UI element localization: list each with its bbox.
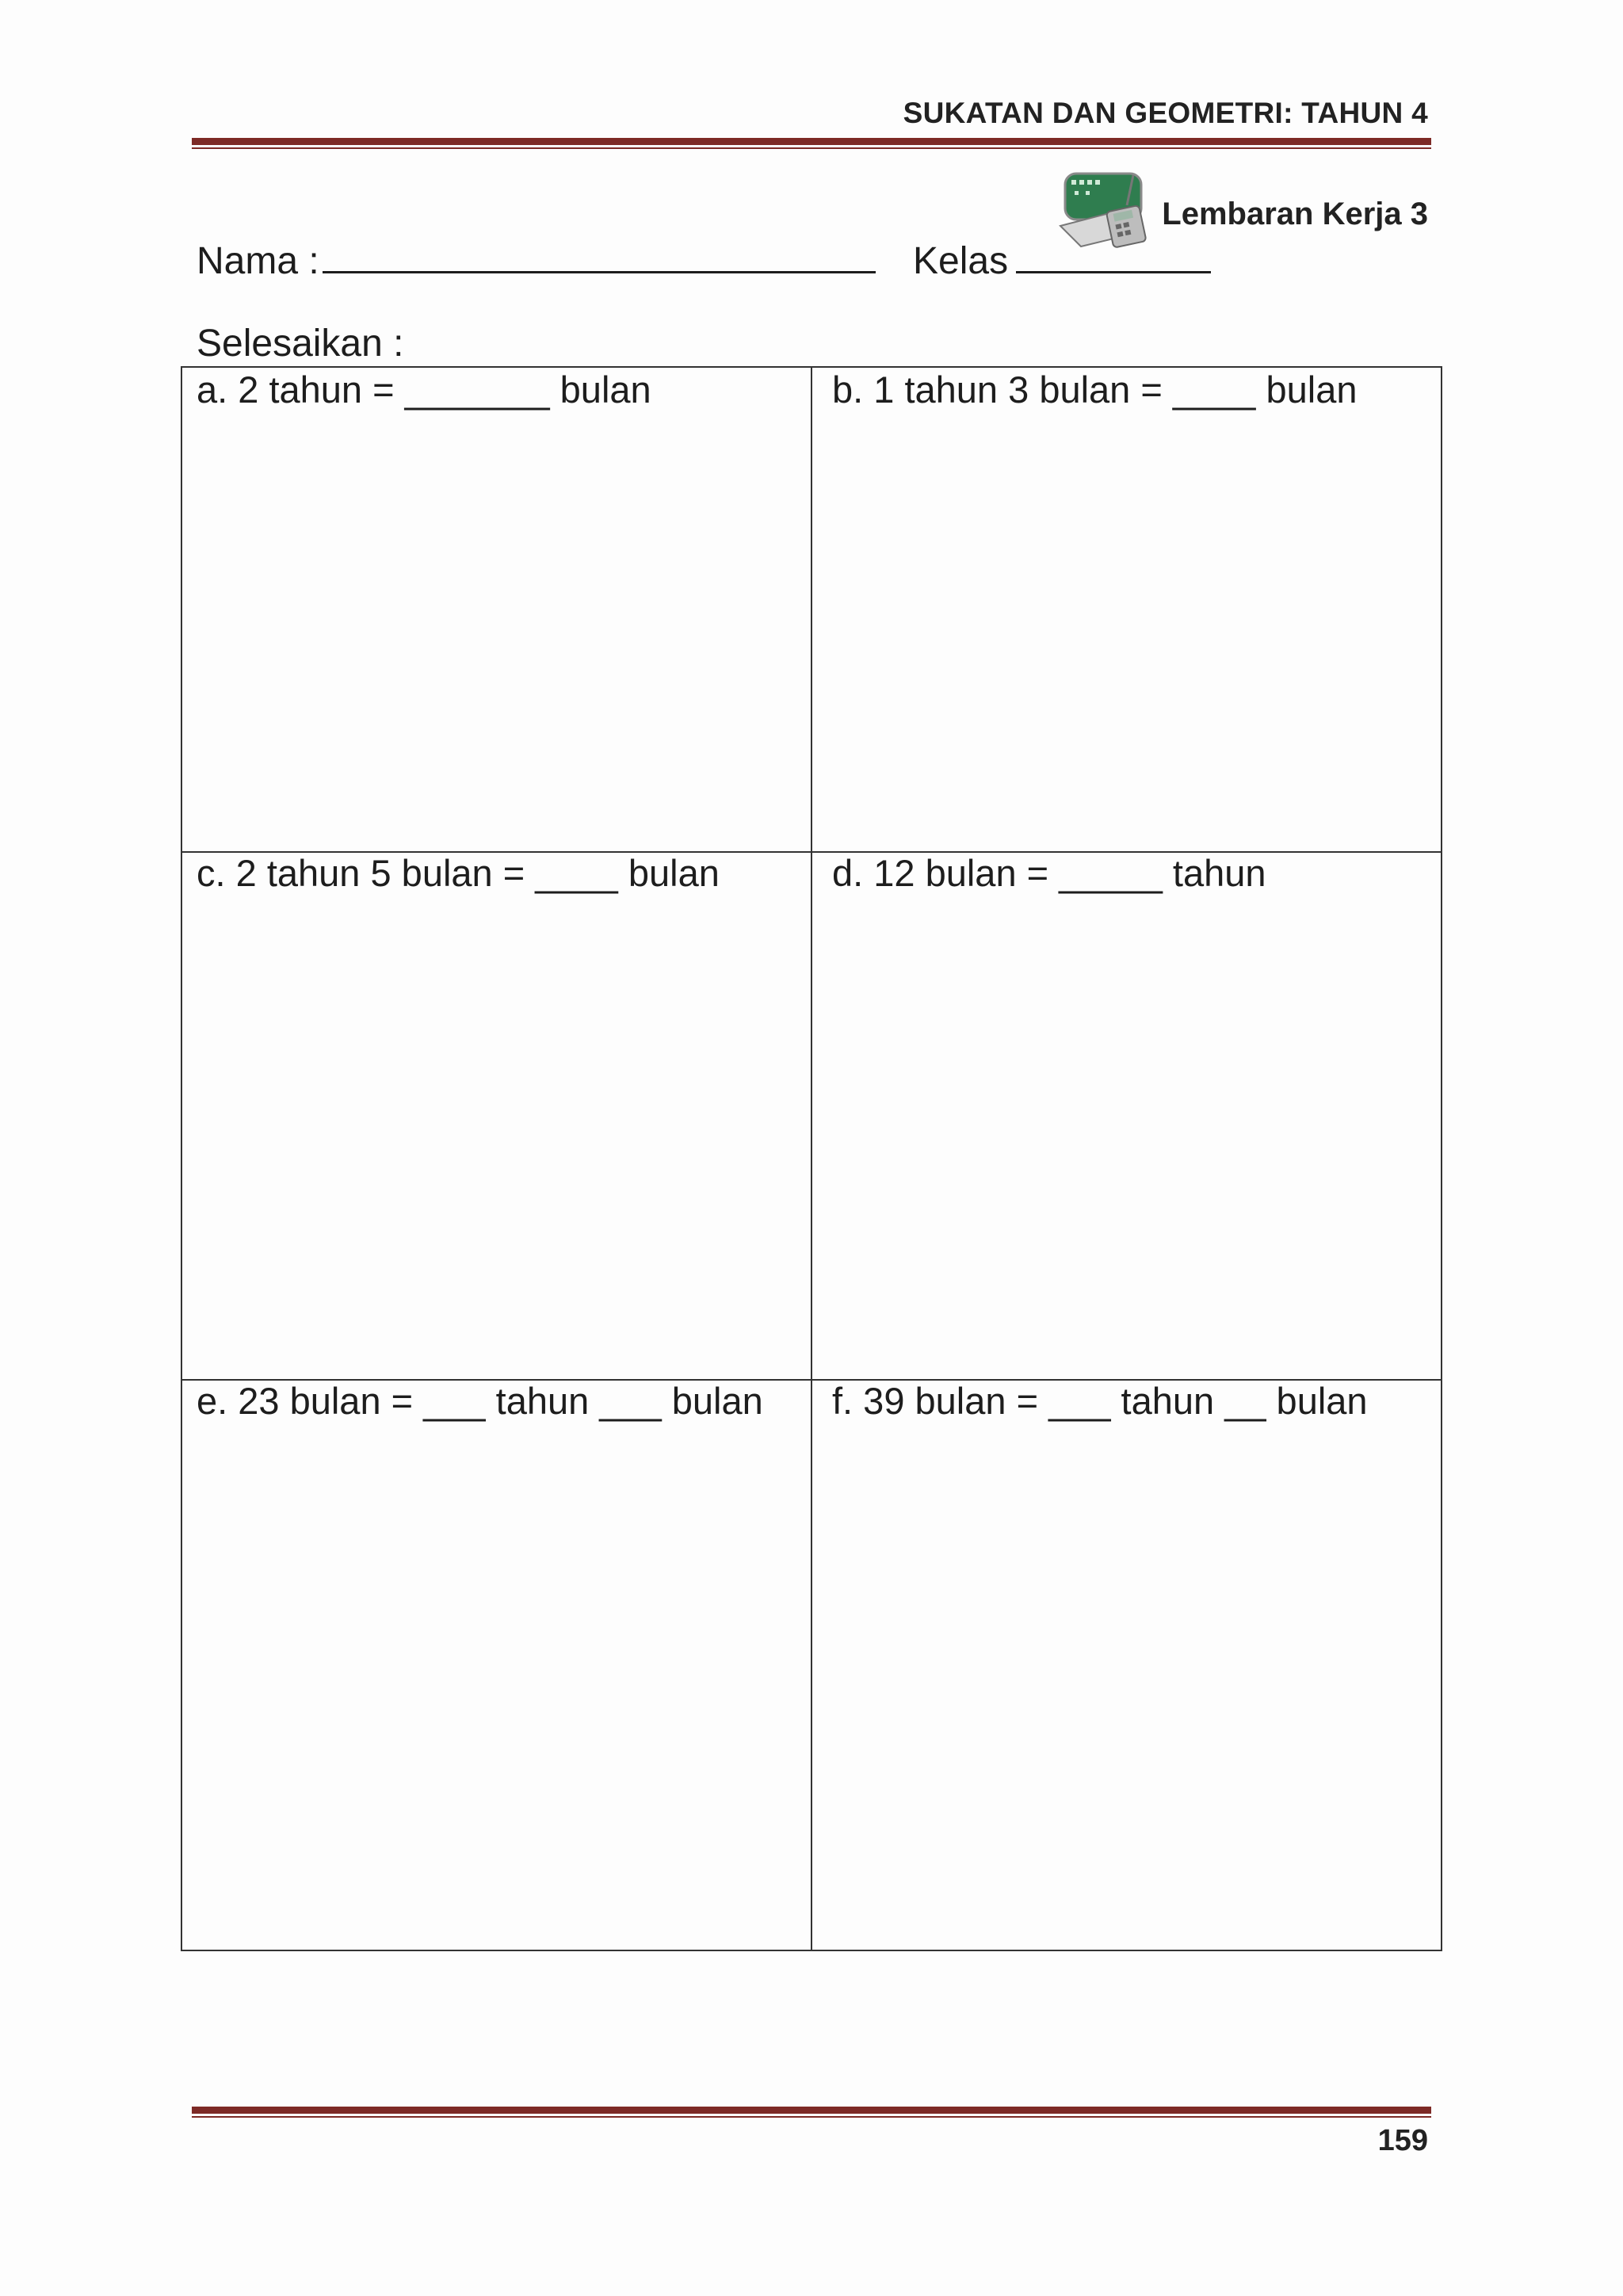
question-c: c. 2 tahun 5 bulan = ____ bulan	[197, 852, 720, 894]
class-field[interactable]	[1016, 231, 1211, 273]
class-group	[913, 231, 1211, 283]
grid-divider-vertical	[811, 368, 812, 1950]
name-field[interactable]	[323, 231, 876, 273]
header-rule	[192, 138, 1431, 149]
instruction-text: Selesaikan :	[197, 323, 404, 365]
header-title: SUKATAN DAN GEOMETRI: TAHUN 4	[903, 97, 1428, 129]
class-label: Kelas	[913, 240, 1009, 282]
page-number: 159	[1377, 2124, 1428, 2157]
question-f: f. 39 bulan = ___ tahun __ bulan	[832, 1380, 1368, 1422]
footer-rule	[192, 2107, 1431, 2118]
question-d: d. 12 bulan = _____ tahun	[832, 852, 1266, 894]
name-label: Nama :	[197, 240, 319, 282]
question-e: e. 23 bulan = ___ tahun ___ bulan	[197, 1380, 763, 1422]
question-a: a. 2 tahun = _______ bulan	[197, 369, 651, 411]
question-b: b. 1 tahun 3 bulan = ____ bulan	[832, 369, 1358, 411]
worksheet-label: Lembaran Kerja 3	[1162, 197, 1428, 231]
answer-grid	[181, 366, 1442, 1951]
student-fields	[197, 231, 1009, 283]
